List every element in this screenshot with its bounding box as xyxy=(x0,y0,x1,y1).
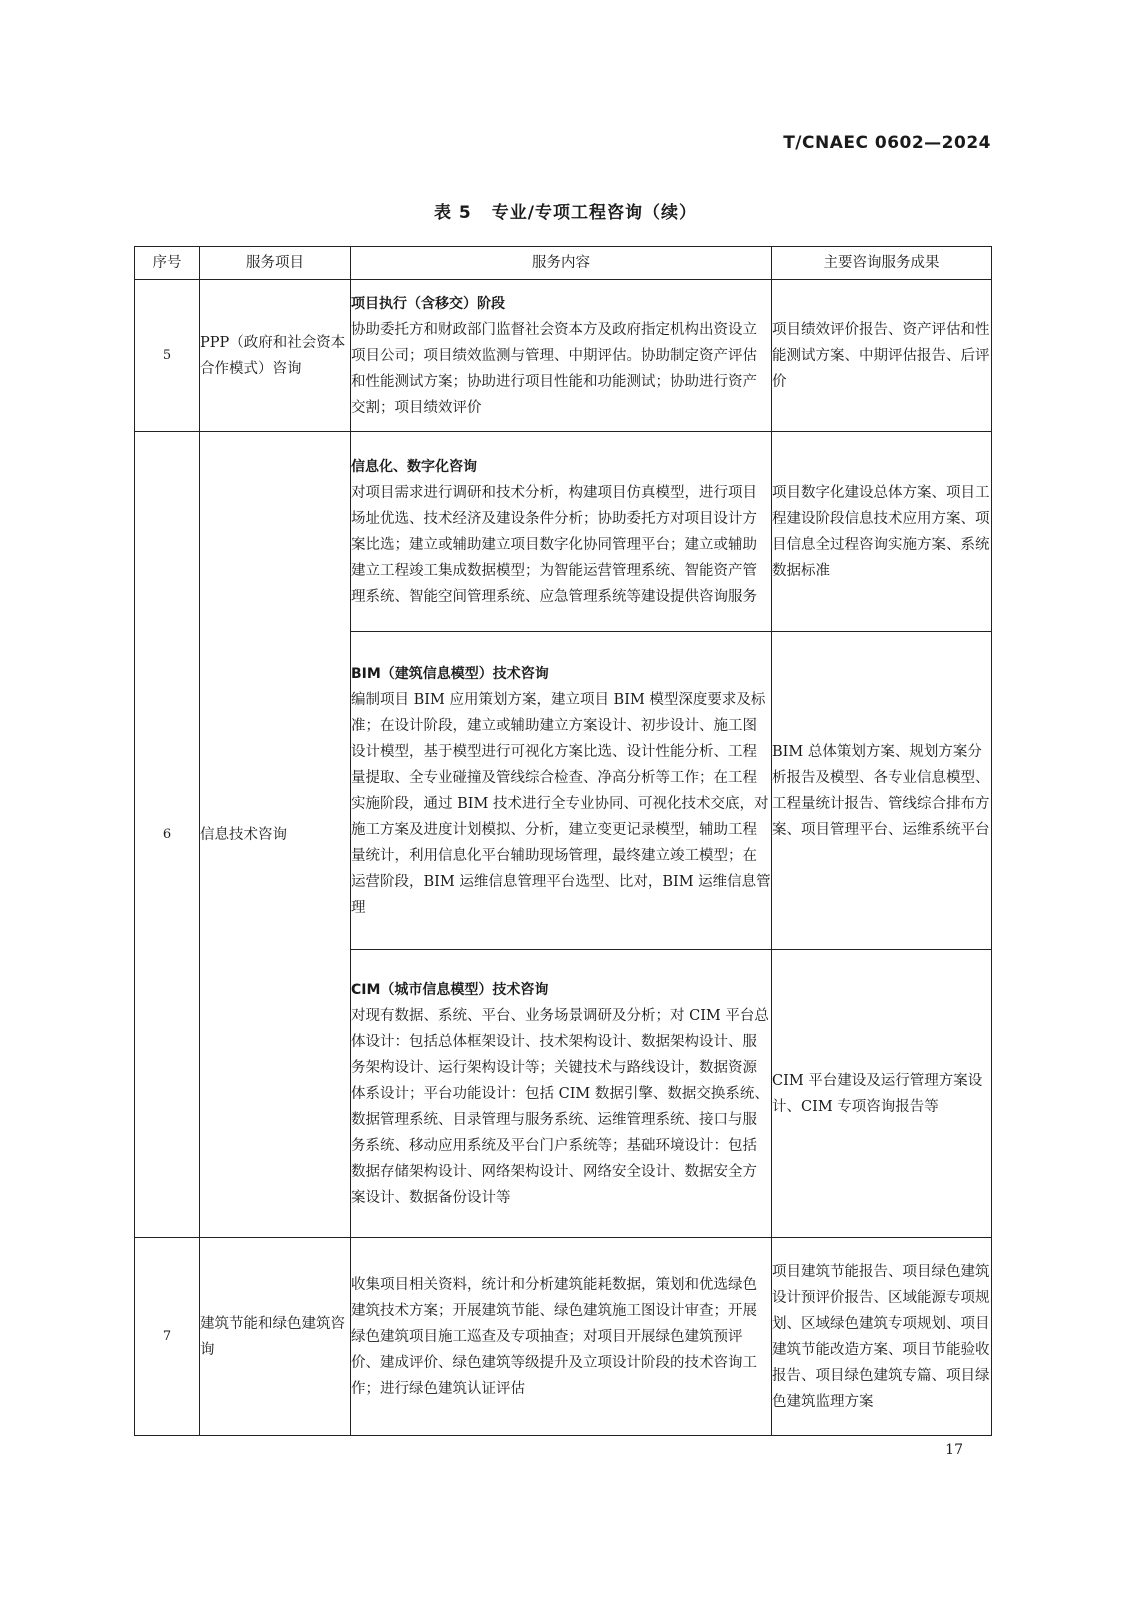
col-header-output: 主要咨询服务成果 xyxy=(772,247,992,280)
standard-code: T/CNAEC 0602—2024 xyxy=(783,133,991,153)
service-table xyxy=(134,246,992,1436)
service-item: 信息技术咨询 xyxy=(200,432,351,1238)
table-header-row xyxy=(135,247,992,280)
content-subtitle: 信息化、数字化咨询 xyxy=(351,458,477,475)
service-output: 项目数字化建设总体方案、项目工程建设阶段信息技术应用方案、项目信息全过程咨询实施方案、系统数据标准 xyxy=(772,432,992,632)
service-output: 项目绩效评价报告、资产评估和性能测试方案、中期评估报告、后评价 xyxy=(772,280,992,432)
content-subtitle: BIM（建筑信息模型）技术咨询 xyxy=(351,665,549,682)
col-header-content: 服务内容 xyxy=(351,247,772,280)
content-subtitle: 项目执行（含移交）阶段 xyxy=(351,295,505,312)
content-text: 编制项目 BIM 应用策划方案，建立项目 BIM 模型深度要求及标准；在设计阶段，建立或辅助建立方案设计、初步设计、施工图设计模型，基于模型进行可视化方案比选、设计性能分析、工程量提取、全专业碰撞及管线综合检查、净高分析等工作；在工程实施阶段，通过 BIM 技术进行全专业协同、可视化技术交底，对施工方案及进度计划模拟、分析，建立变更记录模型，辅助工程量统计，利用信息化平台辅助现场管理，最终建立竣工模型；在运营阶段，BIM 运维信息管理平台选型、比对，BIM 运维信息管理 xyxy=(351,691,771,916)
service-output: CIM 平台建设及运行管理方案设计、CIM 专项咨询报告等 xyxy=(772,950,992,1238)
table-row xyxy=(135,1238,992,1436)
table-row xyxy=(135,432,992,632)
service-item: 建筑节能和绿色建筑咨询 xyxy=(200,1238,351,1436)
page-number: 17 xyxy=(945,1442,963,1458)
service-item: PPP（政府和社会资本合作模式）咨询 xyxy=(200,280,351,432)
service-content xyxy=(351,1238,772,1436)
service-content xyxy=(351,950,772,1238)
content-text: 收集项目相关资料，统计和分析建筑能耗数据，策划和优选绿色建筑技术方案；开展建筑节能、绿色建筑施工图设计审查；开展绿色建筑项目施工巡查及专项抽查；对项目开展绿色建筑预评价、建成评价、绿色建筑等级提升及立项设计阶段的技术咨询工作；进行绿色建筑认证评估 xyxy=(351,1276,757,1397)
content-text: 协助委托方和财政部门监督社会资本方及政府指定机构出资设立项目公司；项目绩效监测与管理、中期评估。协助制定资产评估和性能测试方案；协助进行项目性能和功能测试；协助进行资产交割；项目绩效评价 xyxy=(351,321,757,416)
table-row xyxy=(135,280,992,432)
table-title-text: 专业/专项工程咨询（续） xyxy=(491,203,697,223)
service-content xyxy=(351,432,772,632)
row-number: 5 xyxy=(135,280,200,432)
row-number: 6 xyxy=(135,432,200,1238)
service-output: 项目建筑节能报告、项目绿色建筑设计预评价报告、区域能源专项规划、区域绿色建筑专项规划、项目建筑节能改造方案、项目节能验收报告、项目绿色建筑专篇、项目绿色建筑监理方案 xyxy=(772,1238,992,1436)
content-subtitle: CIM（城市信息模型）技术咨询 xyxy=(351,981,549,998)
col-header-item: 服务项目 xyxy=(200,247,351,280)
content-text: 对现有数据、系统、平台、业务场景调研及分析；对 CIM 平台总体设计：包括总体框架设计、技术架构设计、数据架构设计、服务架构设计、运行架构设计等；关键技术与路线设计，数据资源体系设计；平台功能设计：包括 CIM 数据引擎、数据交换系统、数据管理系统、目录管理与服务系统、运维管理系统、接口与服务系统、移动应用系统及平台门户系统等；基础环境设计：包括数据存储架构设计、网络架构设计、网络安全设计、数据安全方案设计、数据备份设计等 xyxy=(351,1007,769,1206)
service-output: BIM 总体策划方案、规划方案分析报告及模型、各专业信息模型、工程量统计报告、管线综合排布方案、项目管理平台、运维系统平台 xyxy=(772,632,992,950)
row-number: 7 xyxy=(135,1238,200,1436)
table-title xyxy=(0,198,1131,223)
service-content xyxy=(351,280,772,432)
service-content xyxy=(351,632,772,950)
table-number: 表 5 xyxy=(434,203,472,223)
content-text: 对项目需求进行调研和技术分析，构建项目仿真模型，进行项目场址优选、技术经济及建设条件分析；协助委托方对项目设计方案比选；建立或辅助建立项目数字化协同管理平台；建立或辅助建立工程竣工集成数据模型；为智能运营管理系统、智能资产管理系统、智能空间管理系统、应急管理系统等建设提供咨询服务 xyxy=(351,484,757,605)
col-header-no: 序号 xyxy=(135,247,200,280)
